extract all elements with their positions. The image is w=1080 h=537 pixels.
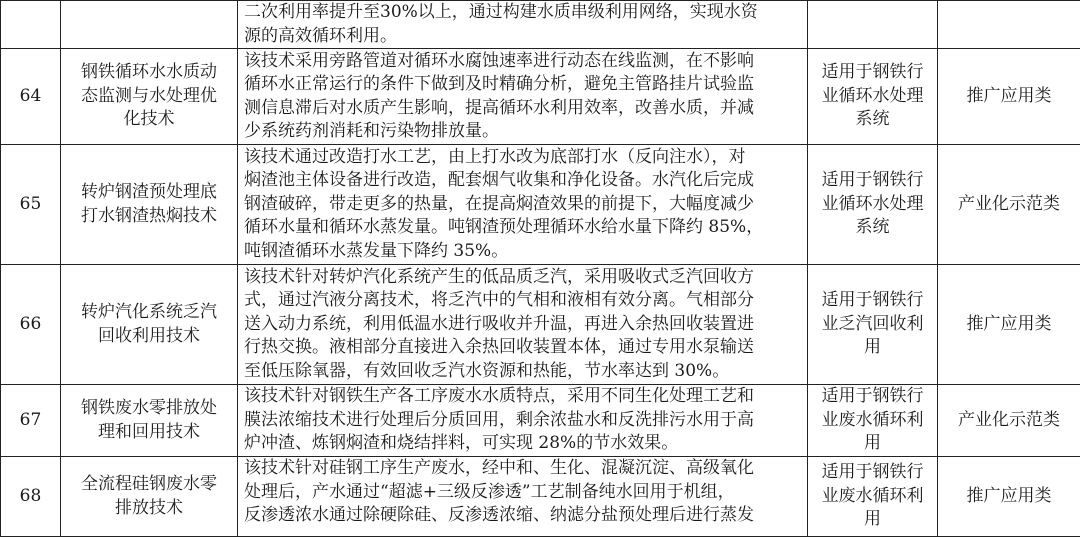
- scope-line: 业循环水处理: [814, 85, 931, 109]
- technology-name: [61, 385, 238, 457]
- technology-description: [238, 265, 808, 385]
- technology-description: [238, 457, 808, 537]
- technology-description: [238, 1, 808, 49]
- name-line: 理和回用技术: [69, 421, 229, 445]
- description-line: 该技术通过改造打水工艺，由上打水改为底部打水（反向注水），对: [244, 146, 803, 170]
- technology-category: 推广应用类: [938, 265, 1080, 385]
- name-line: 化技术: [69, 108, 229, 132]
- description-line: 吨钢渣循环水蒸发量下降约 35%。: [244, 240, 803, 264]
- technology-name: [61, 457, 238, 537]
- application-scope: [808, 49, 938, 145]
- name-line: 排放技术: [69, 497, 229, 521]
- name-line: 全流程硅钢废水零: [69, 473, 229, 497]
- description-line: 膜法浓缩技术进行处理后分质回用，剩余浓盐水和反洗排污水用于高: [244, 409, 803, 433]
- scope-line: 用: [814, 336, 931, 360]
- technology-name: [61, 145, 238, 265]
- scope-line: 用: [814, 508, 931, 532]
- name-line: 钢铁废水零排放处: [69, 397, 229, 421]
- description-line: 该技术采用旁路管道对循环水腐蚀速率进行动态在线监测，在不影响: [244, 50, 803, 74]
- table-row: [1, 145, 1080, 265]
- scope-line: 用: [814, 432, 931, 456]
- row-number: 68: [1, 457, 61, 537]
- description-line: 至低压除氧器，有效回收乏汽水资源和热能，节水率达到 30%。: [244, 360, 803, 384]
- scope-line: 系统: [814, 108, 931, 132]
- technology-name: [61, 265, 238, 385]
- description-line: 焖渣池主体设备进行改造，配套烟气收集和净化设备。水汽化后完成: [244, 169, 803, 193]
- description-line: 反渗透浓水通过除硬除硅、反渗透浓缩、纳滤分盐预处理后进行蒸发: [244, 504, 803, 528]
- scope-line: 业循环水处理: [814, 193, 931, 217]
- name-line: 态监测与水处理优: [69, 85, 229, 109]
- technology-description: [238, 385, 808, 457]
- description-line: 该技术针对硅钢工序生产废水，经中和、生化、混凝沉淀、高级氧化: [244, 457, 803, 481]
- name-line: 回收利用技术: [69, 325, 229, 349]
- table-row: [1, 49, 1080, 145]
- description-line: 行热交换。液相部分直接进入余热回收装置本体，通过专用水泵输送: [244, 336, 803, 360]
- scope-line: 适用于钢铁行: [814, 385, 931, 409]
- table-row: [1, 265, 1080, 385]
- scope-line: 适用于钢铁行: [814, 169, 931, 193]
- row-number: 66: [1, 265, 61, 385]
- technology-category: 推广应用类: [938, 457, 1080, 537]
- technology-name: [61, 1, 238, 49]
- description-line: 钢渣破碎，带走更多的热量，在提高焖渣效果的前提下，大幅度减少: [244, 193, 803, 217]
- technology-description: [238, 145, 808, 265]
- application-scope: [808, 1, 938, 49]
- scope-line: 系统: [814, 216, 931, 240]
- description-line: 循环水正常运行的条件下做到及时精确分析，避免主管路挂片试验监: [244, 73, 803, 97]
- scope-line: 业废水循环利: [814, 485, 931, 509]
- scope-line: 业乏汽回收利: [814, 313, 931, 337]
- description-line: 少系统药剂消耗和污染物排放量。: [244, 120, 803, 144]
- description-line: 炉冲渣、炼钢焖渣和烧结拌料，可实现 28%的节水效果。: [244, 432, 803, 456]
- application-scope: [808, 265, 938, 385]
- scope-line: 适用于钢铁行: [814, 289, 931, 313]
- description-line: 测信息滞后对水质产生影响，提高循环水利用效率，改善水质，并减: [244, 97, 803, 121]
- table-row: [1, 1, 1080, 49]
- name-line: 转炉汽化系统乏汽: [69, 301, 229, 325]
- row-number: 65: [1, 145, 61, 265]
- technology-category: 产业化示范类: [938, 385, 1080, 457]
- application-scope: [808, 385, 938, 457]
- name-line: 钢铁循环水水质动: [69, 61, 229, 85]
- name-line: 转炉钢渣预处理底: [69, 181, 229, 205]
- row-number: 64: [1, 49, 61, 145]
- table-row: [1, 385, 1080, 457]
- row-number: [1, 1, 61, 49]
- application-scope: [808, 457, 938, 537]
- description-line: 源的高效循环利用。: [244, 25, 803, 49]
- description-line: 该技术针对转炉汽化系统产生的低品质乏汽，采用吸收式乏汽回收方: [244, 266, 803, 290]
- technology-category: 产业化示范类: [938, 145, 1080, 265]
- name-line: 打水钢渣热焖技术: [69, 205, 229, 229]
- technology-name: [61, 49, 238, 145]
- scope-line: 适用于钢铁行: [814, 461, 931, 485]
- technology-description: [238, 49, 808, 145]
- description-line: 循环水量和循环水蒸发量。吨钢渣预处理循环水给水量下降约 85%，: [244, 216, 803, 240]
- technology-category: [938, 1, 1080, 49]
- description-line: 送入动力系统，利用低温水进行吸收并升温，再进入余热回收装置进: [244, 313, 803, 337]
- application-scope: [808, 145, 938, 265]
- technology-category: 推广应用类: [938, 49, 1080, 145]
- row-number: 67: [1, 385, 61, 457]
- scope-line: 业废水循环利: [814, 409, 931, 433]
- description-line: 处理后，产水通过“超滤+三级反渗透”工艺制备纯水回用于机组，: [244, 481, 803, 505]
- scope-line: 适用于钢铁行: [814, 61, 931, 85]
- description-line: 二次利用率提升至30%以上，通过构建水质串级利用网络，实现水资: [244, 1, 803, 25]
- description-line: 该技术针对钢铁生产各工序废水水质特点，采用不同生化处理工艺和: [244, 385, 803, 409]
- description-line: 式，通过汽液分离技术，将乏汽中的气相和液相有效分离。气相部分: [244, 289, 803, 313]
- table-row: [1, 457, 1080, 537]
